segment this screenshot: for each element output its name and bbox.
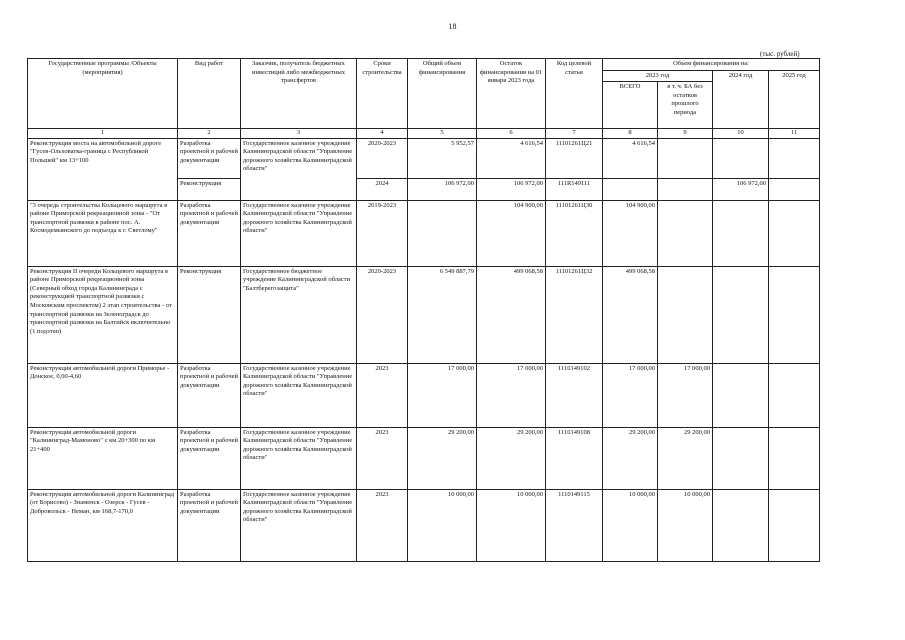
total: 10 000,00 [408, 489, 477, 561]
header-remainder: Остаток финансирования на 01 января 2023 года [477, 59, 546, 129]
work-type: Разработка проектной и рабочей документации [178, 200, 241, 266]
program-name: Реконструкция моста на автомобильной дороге "Гусев-Ольховатка-граница с Республикой Польшей" км 13+100 [28, 138, 178, 200]
col-number: 5 [408, 129, 477, 139]
amount-all [603, 178, 658, 200]
total [408, 200, 477, 266]
amount-2024 [713, 266, 769, 363]
terms: 2020-2023 [357, 266, 408, 363]
amount-all: 4 616,54 [603, 138, 658, 178]
units-label: (тыс. рублей) [760, 50, 800, 58]
customer: Государственное казенное учреждение Калининградской области "Управление дорожного хозяйства Калининградской области" [241, 138, 357, 200]
col-number: 3 [241, 129, 357, 139]
code: 11101261Ц30 [546, 200, 603, 266]
financing-table [27, 58, 820, 562]
customer: Государственное бюджетное учреждение Калининградской области "Балтберегозащита" [241, 266, 357, 363]
amount-2025 [769, 178, 820, 200]
amount-incl [658, 138, 713, 178]
col-number: 9 [658, 129, 713, 139]
amount-2025 [769, 489, 820, 561]
table-row [28, 427, 820, 489]
amount-2025 [769, 138, 820, 178]
table-row [28, 200, 820, 266]
amount-incl [658, 178, 713, 200]
amount-all: 17 000,00 [603, 363, 658, 427]
header-total: Общий объем финансирования [408, 59, 477, 129]
amount-2025 [769, 266, 820, 363]
program-name: Реконструкция автомобильной дороги Калининград (от Борисово) - Знаменск - Озерск - Гусев - Добровольск - Неман, км 168,7-170,0 [28, 489, 178, 561]
col-number: 11 [769, 129, 820, 139]
amount-all: 10 000,00 [603, 489, 658, 561]
program-name: Реконструкция автомобильной дороги Приморье - Донское, 0,00-4,60 [28, 363, 178, 427]
remainder: 29 200,00 [477, 427, 546, 489]
total: 5 952,57 [408, 138, 477, 178]
amount-all: 29 200,00 [603, 427, 658, 489]
code: 111R149111 [546, 178, 603, 200]
table-row [28, 489, 820, 561]
amount-all: 499 068,58 [603, 266, 658, 363]
customer: Государственное казенное учреждение Калининградской области "Управление дорожного хозяйства Калининградской области" [241, 200, 357, 266]
header-year-2024: 2024 год [713, 70, 769, 129]
terms: 2020-2023 [357, 138, 408, 178]
header-year-2023: 2023 год [603, 70, 713, 82]
remainder: 106 972,00 [477, 178, 546, 200]
code: 1110149115 [546, 489, 603, 561]
customer: Государственное казенное учреждение Калининградской области "Управление дорожного хозяйства Калининградской области" [241, 427, 357, 489]
total: 17 000,00 [408, 363, 477, 427]
terms: 2024 [357, 178, 408, 200]
table-row [28, 363, 820, 427]
total: 29 200,00 [408, 427, 477, 489]
col-number: 6 [477, 129, 546, 139]
col-number: 8 [603, 129, 658, 139]
work-type: Разработка проектной и рабочей документации [178, 489, 241, 561]
col-number: 1 [28, 129, 178, 139]
header-volume: Объем финансирования на: [603, 59, 820, 71]
amount-2025 [769, 363, 820, 427]
amount-incl: 29 200,00 [658, 427, 713, 489]
header-terms: Сроки строительства [357, 59, 408, 129]
code: 11101261Ц32 [546, 266, 603, 363]
terms: 2023 [357, 427, 408, 489]
code: 1110149102 [546, 363, 603, 427]
col-number: 10 [713, 129, 769, 139]
total: 6 549 887,79 [408, 266, 477, 363]
header-year-2025: 2025 год [769, 70, 820, 129]
amount-incl: 10 000,00 [658, 489, 713, 561]
program-name: "3 очередь строительства Кольцевого маршрута в районе Приморской рекреационной зоны - "От транспортной развязки в районе пос. А. Космодемьянского до подъезда к г. Светлому" [28, 200, 178, 266]
header-program: Государственные программы /Объекты (мероприятия) [28, 59, 178, 129]
amount-2024: 106 972,00 [713, 178, 769, 200]
page-number: 18 [448, 22, 457, 31]
header-incl: в т. ч. БА без остатков прошлого периода [658, 82, 713, 129]
work-type: Реконструкция [178, 178, 241, 200]
work-type: Разработка проектной и рабочей документации [178, 427, 241, 489]
header-customer: Заказчик, получатель бюджетных инвестиций либо межбюджетных трансфертов [241, 59, 357, 129]
work-type: Реконструкция [178, 266, 241, 363]
customer: Государственное казенное учреждение Калининградской области "Управление дорожного хозяйства Калининградской области" [241, 363, 357, 427]
customer: Государственное казенное учреждение Калининградской области "Управление дорожного хозяйства Калининградской области" [241, 489, 357, 561]
amount-2024 [713, 363, 769, 427]
terms: 2023 [357, 489, 408, 561]
remainder: 499 068,58 [477, 266, 546, 363]
remainder: 4 616,54 [477, 138, 546, 178]
header-all: ВСЕГО [603, 82, 658, 129]
total: 106 972,00 [408, 178, 477, 200]
amount-all: 104 900,00 [603, 200, 658, 266]
col-number: 7 [546, 129, 603, 139]
amount-2024 [713, 138, 769, 178]
col-number: 2 [178, 129, 241, 139]
remainder: 17 000,00 [477, 363, 546, 427]
amount-2025 [769, 427, 820, 489]
table-row [28, 266, 820, 363]
code: 11101261Ц21 [546, 138, 603, 178]
terms: 2019-2023 [357, 200, 408, 266]
col-number: 4 [357, 129, 408, 139]
header-work-type: Вид работ [178, 59, 241, 129]
amount-incl [658, 266, 713, 363]
remainder: 104 900,00 [477, 200, 546, 266]
remainder: 10 000,00 [477, 489, 546, 561]
amount-2024 [713, 427, 769, 489]
amount-incl [658, 200, 713, 266]
amount-2024 [713, 200, 769, 266]
header-code: Код целевой статьи [546, 59, 603, 129]
table-row [28, 138, 820, 178]
program-name: Реконструкция II очереди Кольцевого маршрута в районе Приморской рекреационной зоны (Северный обход города Калининграда с реконструкцией транспортной развязки с Московским проспектом) 2 этап строительства - от транспортной развязки на Зеленоградск до транспортной развязки на Балтийск включительно (1 подэтап) [28, 266, 178, 363]
amount-incl: 17 000,00 [658, 363, 713, 427]
work-type: Разработка проектной и рабочей документации [178, 363, 241, 427]
code: 1110149108 [546, 427, 603, 489]
amount-2024 [713, 489, 769, 561]
work-type: Разработка проектной и рабочей документации [178, 138, 241, 178]
amount-2025 [769, 200, 820, 266]
program-name: Реконструкция автомобильной дороги "Калининград-Мамоново" с км 20+300 по км 21+400 [28, 427, 178, 489]
terms: 2023 [357, 363, 408, 427]
